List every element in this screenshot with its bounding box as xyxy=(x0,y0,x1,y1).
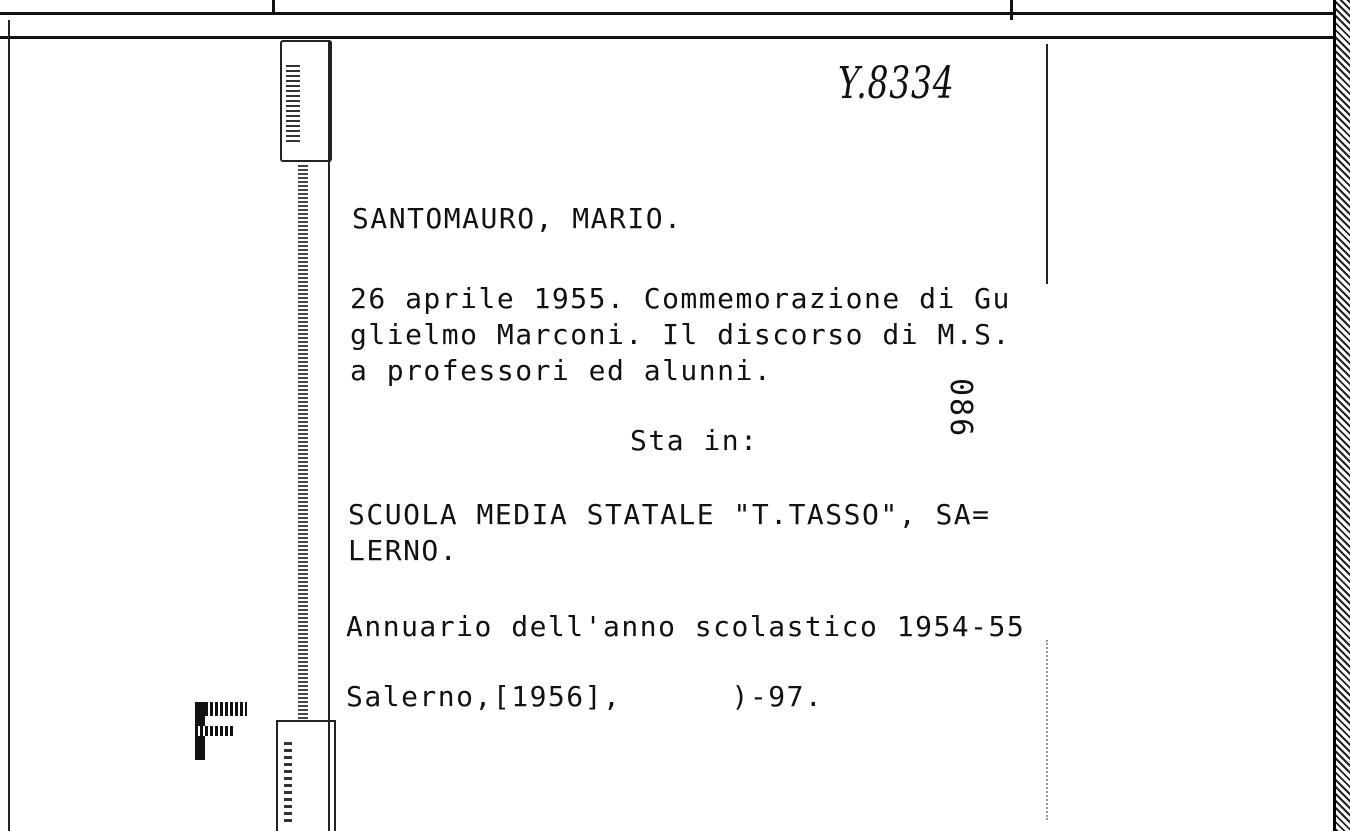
card-description-line: a professori ed alunni. xyxy=(350,354,773,387)
binding-top-tab xyxy=(280,40,332,162)
card-author: SANTOMAURO, MARIO. xyxy=(352,202,683,235)
catalog-number-handwritten: Y.8334 xyxy=(838,58,955,109)
scan-frame-tick xyxy=(272,0,275,14)
card-right-edge xyxy=(1046,44,1048,284)
scan-frame-right-edge xyxy=(1333,0,1350,831)
card-description-line: 26 aprile 1955. Commemorazione di Gu xyxy=(350,282,1011,315)
card-publication-line: LERNO. xyxy=(348,534,459,567)
card-series: Annuario dell'anno scolastico 1954-55 xyxy=(346,610,1026,643)
card-description-line: glielmo Marconi. Il discorso di M.S. xyxy=(350,318,1011,351)
card-side-number: 086 xyxy=(943,378,978,439)
binding-bottom-tab xyxy=(276,720,336,831)
f-stamp-mark xyxy=(195,702,247,760)
card-publication-line: SCUOLA MEDIA STATALE "T.TASSO", SA= xyxy=(348,498,991,531)
card-binding-strip xyxy=(296,40,322,831)
card-dotted-edge xyxy=(1046,640,1048,820)
scan-frame-left xyxy=(8,20,10,831)
scan-frame-top-rule xyxy=(0,36,1335,39)
scan-frame-tick xyxy=(1010,0,1013,20)
card-contained-in: Sta in: xyxy=(630,424,759,457)
binding-spine xyxy=(298,165,308,765)
scan-frame-top xyxy=(0,0,1350,15)
card-imprint: Salerno,[1956], )-97. xyxy=(346,680,824,713)
